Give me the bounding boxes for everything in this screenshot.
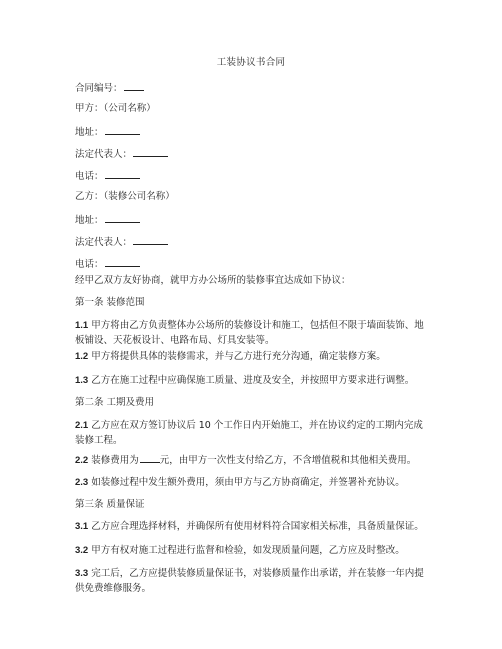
clause-text: 乙方应合理选择材料，并确保所有使用材料符合国家相关标准，具备质量保证。 [88,521,424,532]
clause-number: 1.2 [75,351,89,362]
party-a-phone-label: 电话： [75,171,104,182]
party-a-line: 甲方：（公司名称） [75,103,156,114]
party-b-rep-blank [133,234,168,245]
clause-2-2 [75,452,416,468]
article-3-heading: 第三条 质量保证 [75,499,145,510]
clause-number: 2.3 [75,477,89,488]
party-a-phone-line [75,168,140,184]
party-b-address-label: 地址： [75,215,104,226]
party-b-line: 乙方：（装修公司名称） [75,191,175,202]
fee-blank [140,452,160,463]
clause-1-3 [75,374,414,388]
clause-text: 如装修过程中发生额外费用，须由甲方与乙方协商确定，并签署补充协议。 [88,477,405,488]
party-a-phone-blank [105,168,140,179]
intro-paragraph: 经甲乙双方友好协商，就甲方办公场所的装修事宜达成如下协议： [75,275,351,286]
contract-number-line [75,80,144,96]
clause-number: 3.3 [75,568,89,579]
clause-3-2 [75,544,405,558]
party-a-address-blank [105,124,140,135]
clause-text: 甲方将由乙方负责整体办公场所的装修设计和施工，包括但不限于墙面装饰、地板铺设、天花板设计、电路布局、灯具安装等。 [75,320,424,346]
clause-text-a: 装修费用为 [88,455,139,466]
party-b-address-line [75,212,140,228]
clause-text-b: 元，由甲方一次性支付给乙方，不含增值税和其他相关费用。 [159,455,417,466]
party-a-address-label: 地址： [75,127,104,138]
party-a-address-line [75,124,140,140]
clause-number: 1.1 [75,320,89,331]
clause-text: 乙方在施工过程中应确保施工质量、进度及安全，并按照甲方要求进行调整。 [88,375,415,386]
clause-number: 3.1 [75,521,89,532]
clause-number: 1.3 [75,375,89,386]
party-b-phone-line [75,256,140,272]
party-a-rep-line [75,146,168,162]
party-b-address-blank [105,212,140,223]
clause-3-3 [75,566,430,596]
clause-1-1 [75,318,430,348]
clause-number: 2.1 [75,420,89,431]
party-b-phone-blank [105,256,140,267]
contract-number-blank [124,80,144,91]
party-b-phone-label: 电话： [75,259,104,270]
article-2-heading: 第二条 工期及费用 [75,397,155,408]
clause-text: 甲方将提供具体的装修需求，并与乙方进行充分沟通，确定装修方案。 [88,351,386,362]
clause-2-1 [75,418,430,448]
party-b-rep-label: 法定代表人： [75,237,133,248]
clause-2-3 [75,476,405,490]
clause-text: 乙方应在双方签订协议后 10 个工作日内开始施工，并在协议约定的工期内完成装修工程。 [75,420,423,446]
clause-number: 3.2 [75,545,89,556]
clause-text: 完工后，乙方应提供装修质量保证书，对装修质量作出承诺，并在装修一年内提供免费维修服务。 [75,568,424,594]
clause-text: 甲方有权对施工过程进行监督和检验，如发现质量问题，乙方应及时整改。 [88,545,405,556]
clause-1-2 [75,350,386,364]
party-a-rep-label: 法定代表人： [75,149,133,160]
document-title: 工装协议书合同 [216,57,286,68]
clause-number: 2.2 [75,455,89,466]
contract-number-label: 合同编号： [75,83,123,94]
clause-3-1 [75,520,424,534]
party-b-rep-line [75,234,168,250]
article-1-heading: 第一条 装修范围 [75,297,145,308]
party-a-rep-blank [133,146,168,157]
